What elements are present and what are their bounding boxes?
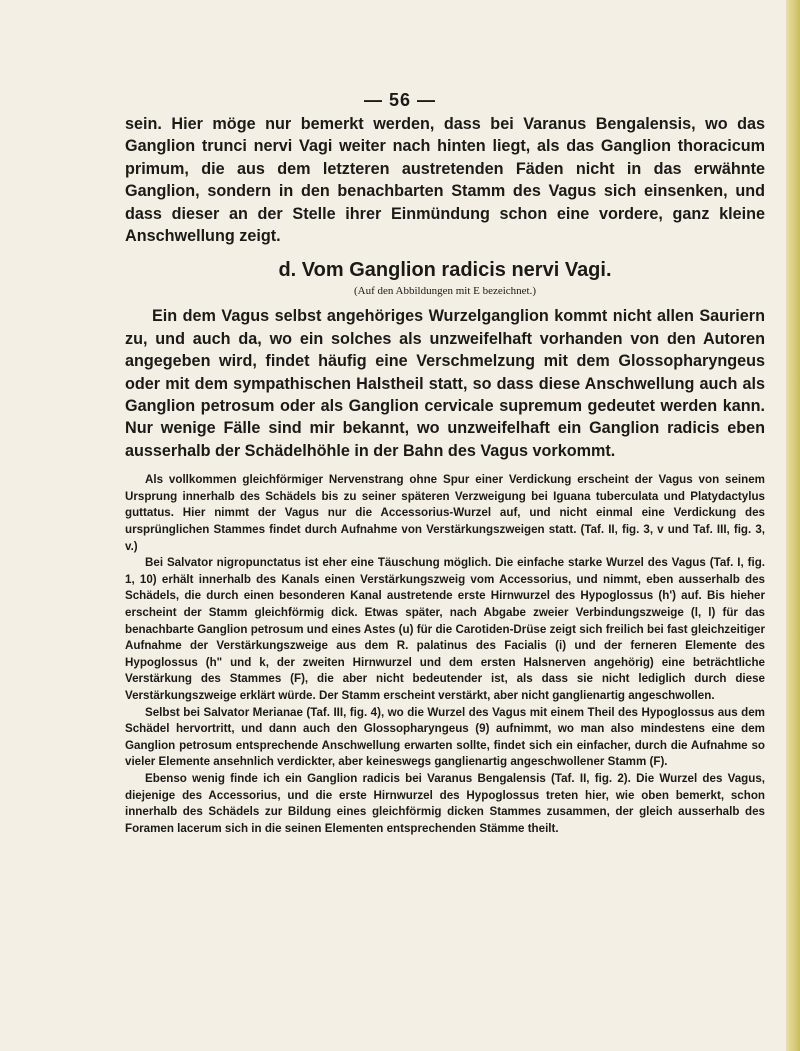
page-body: [125, 90, 765, 837]
small-paragraph: Ebenso wenig finde ich ein Ganglion radicis bei Varanus Bengalensis (Taf. II, fig. 2). Die Wurzel des Vagus, diejenige des Accessorius, und die erste Hirnwurzel des Hypoglossus treten hier, wie oben bemerkt, schon innerhalb des Schädels zur Bildung eines gleichförmig dicken Stammes zusammen, der gleich ausserhalb des Foramen lacerum sich in die seinen Elementen entsprechenden Stämme theilt.: [125, 771, 765, 835]
paragraph-main: Ein dem Vagus selbst angehöriges Wurzelganglion kommt nicht allen Sauriern zu, und auch da, wo ein solches als unzweifelhaft vorhanden von den Autoren angegeben wird, findet häufig eine Verschmelzung mit dem Glossopharyngeus oder mit dem sympathischen Halstheil statt, so dass diese Anschwellung auch als Ganglion petrosum oder als Ganglion cervicale supremum gedeutet werden kann. Nur wenige Fälle sind mir bekannt, wo unzweifelhaft ein Ganglion radicis eben ausserhalb der Schädelhöhle in der Bahn des Vagus vorkommt.: [125, 307, 765, 460]
page-edge: [786, 0, 800, 1051]
page-number: — 56 —: [363, 90, 437, 110]
paragraph-intro: sein. Hier möge nur bemerkt werden, dass bei Varanus Bengalensis, wo das Ganglion trunci nervi Vagi weiter nach hinten liegt, als das Ganglion thoracicum primum, die aus dem letzteren austretenden Fäden nicht in das erwähnte Ganglion, sondern in den benachbarten Stamm des Vagus sich einsenken, und dass dieser an der Stelle ihrer Einmündung schon eine vordere, ganz kleine Anschwellung zeigt.: [125, 115, 765, 246]
small-paragraph: Bei Salvator nigropunctatus ist eher eine Täuschung möglich. Die einfache starke Wurzel des Vagus (Taf. I, fig. 1, 10) erhält innerhalb des Kanals einen Verstärkungszweig vom Accessorius, und nimmt, eben ausserhalb des Schädels, die durch einen besonderen Kanal austretende erste Hirnwurzel des Hypoglossus (h') auf. Bis hieher erscheint der Stamm gleichförmig dick. Etwas später, nach Abgabe zweier Verbindungszweige (l, l) für das benachbarte Ganglion petrosum und eines Astes (u) für die Carotiden-Drüse zeigt sich freilich bei fast gleichzeitiger Aufnahme der Verstärkungszweige aus dem R. palatinus des Facialis (i) und der ferneren Elemente des Hypoglossus (h" und k, der zweiten Hirnwurzel und dem ersten Halsnerven angehörig) eine beträchtliche Verstärkung des Stammes (F), die aber nicht bedeutender ist, als dass sie nicht lediglich durch diese Verstärkungszweige erklärt würde. Der Stamm erscheint verstärkt, aber nicht ganglienartig angeschwollen.: [125, 556, 765, 702]
small-paragraph: Selbst bei Salvator Merianae (Taf. III, fig. 4), wo die Wurzel des Vagus mit einem Theil des Hypoglossus aus dem Schädel hervortritt, und dann auch den Glossopharyngeus (9) aufnimmt, wo man also mindestens eine dem Ganglion petrosum entsprechende Anschwellung erwarten sollte, findet sich ein einfacher, durch die Aufnahme so vieler Elemente ansehnlich verdickter, aber keineswegs ganglienartig angeschwollener Stamm (F).: [125, 705, 765, 769]
section-heading: d. Vom Ganglion radicis nervi Vagi.: [278, 259, 612, 282]
small-paragraph: Als vollkommen gleichförmiger Nervenstrang ohne Spur einer Verdickung erscheint der Vagus von seinem Ursprung innerhalb des Schädels bis zu seiner späteren Verzweigung bei Iguana tuberculata und Platydactylus guttatus. Hier nimmt der Vagus nur die Accessorius-Wurzel auf, und nicht einmal eine Verdickung des ursprünglichen Stammes findet durch Aufnahme von Verstärkungszweigen statt. (Taf. II, fig. 3, v und Taf. III, fig. 3, v.): [125, 473, 765, 553]
section-note: (Auf den Abbildungen mit E bezeichnet.): [353, 285, 537, 298]
